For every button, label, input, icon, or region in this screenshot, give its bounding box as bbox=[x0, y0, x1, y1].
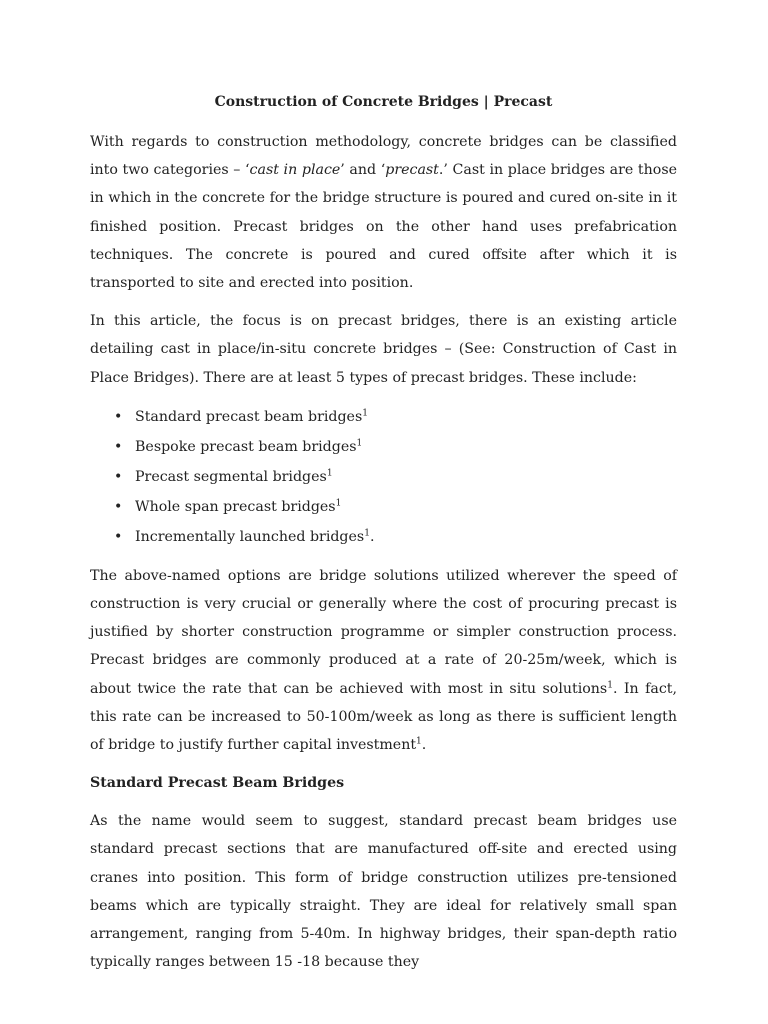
bullet-icon: • bbox=[114, 408, 123, 425]
list-item: • Whole span precast bridges$^1$ bbox=[90, 492, 677, 522]
section-heading: Standard Precast Beam Bridges bbox=[90, 775, 345, 792]
precast-term: precast bbox=[385, 162, 439, 179]
list-item: • Incrementally launched bridges$^1$. bbox=[90, 522, 677, 552]
precast-types-list bbox=[90, 402, 677, 552]
intro-text-2: ’ and ‘ bbox=[340, 162, 386, 179]
bullet-icon: • bbox=[114, 528, 123, 545]
footnote-ref: 1 bbox=[607, 679, 613, 690]
footnote-ref: 1 bbox=[364, 528, 370, 539]
document-page bbox=[90, 88, 677, 986]
bullet-icon: • bbox=[114, 498, 123, 515]
speed-paragraph: The above-named options are bridge solutions utilized wherever the speed of construction is very crucial or generally where the cost of procuring precast is justified by shorter construction programme or simpler construction process. Precast bridges are commonly produced at a rate of 20-25m/week, which is about twice the rate that can be achieved with most in situ solutions$^1$. In fact, this rate can be increased to 50-100m/week as long as there is sufficient length of bridge to justify further capital investment$^1$. bbox=[90, 567, 677, 754]
intro-text-1: With regards to construction methodology, concrete bridges can be classified into two categories – ‘ bbox=[90, 134, 677, 179]
cast-in-place-term: cast in place bbox=[249, 162, 341, 179]
footnote-ref: 1 bbox=[356, 438, 363, 449]
document-title: Construction of Concrete Bridges | Precast bbox=[214, 94, 553, 110]
standard-beam-paragraph: As the name would seem to suggest, standard precast beam bridges use standard precast sections that are manufactured off-site and erected using cranes into position. This form of bridge construction utilizes pre-tensioned beams which are typically straight. They are ideal for relatively small span arrangement, ranging from 5-40m. In highway bridges, their span-depth ratio typically ranges between 15 -18 because they bbox=[90, 813, 677, 971]
list-item: • Standard precast beam bridges$^1$ bbox=[90, 402, 677, 432]
footnote-ref: 1 bbox=[362, 408, 368, 419]
focus-paragraph: In this article, the focus is on precast bridges, there is an existing article detailing cast in place/in-situ concrete bridges – (See: Construction of Cast in Place Bridges). There are at least 5 types of precast bridges. These include: bbox=[90, 313, 677, 386]
list-item: • Bespoke precast beam bridges$^1$ bbox=[90, 432, 677, 462]
bullet-icon: • bbox=[114, 438, 123, 455]
list-item: • Precast segmental bridges$^1$ bbox=[90, 462, 677, 492]
footnote-ref: 1 bbox=[416, 736, 422, 747]
bullet-icon: • bbox=[114, 468, 123, 485]
footnote-ref: 1 bbox=[326, 468, 333, 479]
intro-paragraph bbox=[90, 128, 677, 297]
footnote-ref: 1 bbox=[335, 498, 342, 509]
intro-text-3: .’ Cast in place bridges are those in which in the concrete for the bridge structure is poured and cured on-site in it finished position. Precast bridges on the other hand uses prefabrication techniques. The concrete is poured and cured offsite after which it is transported to site and erected into position. bbox=[90, 162, 677, 292]
